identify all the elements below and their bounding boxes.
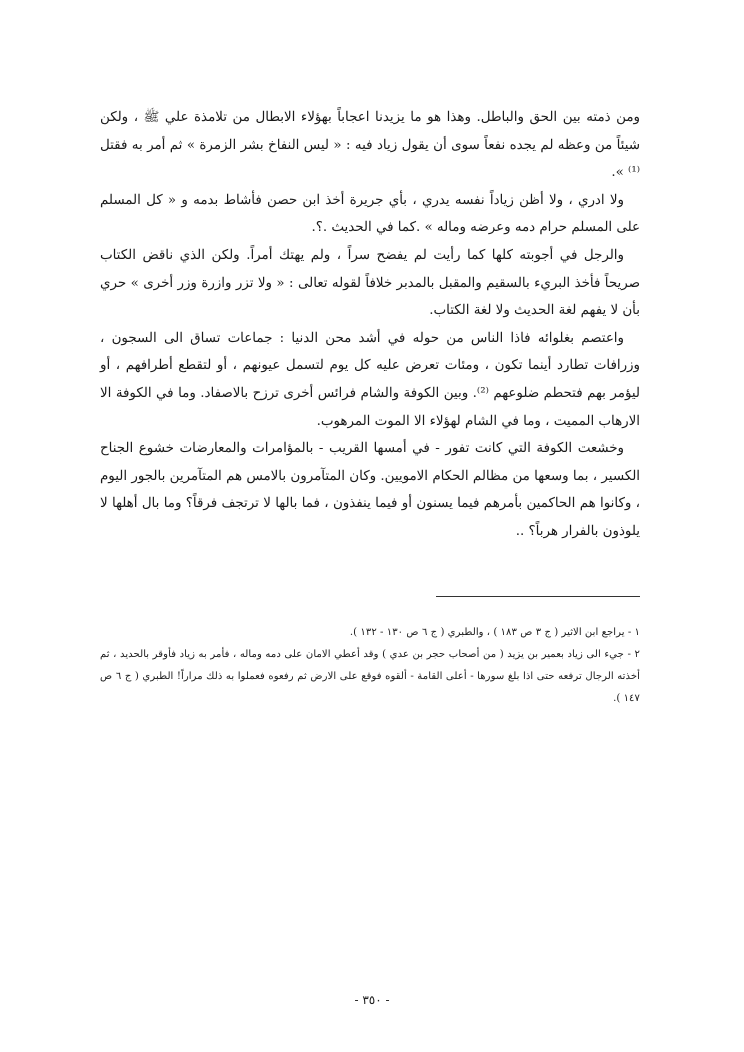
footnotes bbox=[100, 622, 640, 710]
paragraph-4: واعتصم بغلوائه فاذا الناس من حوله في أشد محن الدنيا : جماعات تساق الى السجون ، وزرافات تطارد أينما تكون ، ومئات تعرض عليه كل يوم لتسمل عيونهم ، أو لتقطع أطرافهم ، أو ليؤمر بهم فتحطم ضلوعهم ⁽²⁾. وبين الكوفة والشام فرائس أخرى ترزح بالاصفاد. وما في الكوفة الا الارهاب المميت ، وما في الشام لهؤلاء الا الموت المرهوب. bbox=[100, 330, 640, 429]
footnote-divider bbox=[436, 596, 640, 597]
paragraph-5: وخشعت الكوفة التي كانت تفور - في أمسها القريب - بالمؤامرات والمعارضات خشوع الجناح الكسير ، بما وسعها من مظالم الحكام الامويين. وكان المتآمرون بالامس هم المتآمرين بالجور اليوم ، وكانوا هم الحاكمين بأمرهم فيما يسنون أو فيما ينفذون ، فما بالها لا ترتجف فرقاً؟ وما بال أهلها لا يلوذون بالفرار هرباً؟ .. bbox=[100, 441, 640, 539]
footnote-1: ١ - يراجع ابن الاثير ( ج ٣ ص ١٨٣ ) ، والطبري ( ج ٦ ص ١٣٠ - ١٣٢ ). bbox=[349, 627, 640, 638]
page-number: - ٣٥٠ - bbox=[354, 993, 390, 1007]
footnote-2: ٢ - جيء الى زياد بعمير بن يزيد ( من أصحاب حجر بن عدي ) وقد أعطي الامان على دمه وماله ، فأمر به زياد فأوقر بالحديد ، ثم أخذته الرجال ترفعه حتى اذا بلغ سورها - أعلى القامة - ألقوه فوقع على الارض ثم رفعوه فعملوا به ذلك مراراً! الطبري ( ج ٦ ص ١٤٧ ). bbox=[100, 649, 640, 704]
paragraph-2: ولا ادري ، ولا أظن زياداً نفسه يدري ، بأي جريرة أخذ ابن حصن فأشاط بدمه و « كل المسلم على المسلم حرام دمه وعرضه وماله » .كما في الحديث .؟. bbox=[100, 192, 640, 236]
paragraph-1 bbox=[100, 104, 640, 187]
honorific-symbol: ﷺ bbox=[143, 110, 160, 125]
paragraph-1-tail: ، ولكن شيئاً من وعظه لم يجده نفعاً سوى أن يقول زياد فيه : « ليس النفاخ بشر الزمرة » ثم أمر به فقتل ⁽¹⁾ ». bbox=[100, 110, 640, 181]
main-text bbox=[100, 104, 640, 546]
paragraph-1-lead: ومن ذمته بين الحق والباطل. وهذا هو ما يزيدنا اعجاباً بهؤلاء الابطال من تلامذة علي bbox=[159, 110, 640, 125]
paragraph-3: والرجل في أجوبته كلها كما رأيت لم يفضح سراً ، ولم يهتك أمراً. ولكن الذي ناقض الكتاب صريحاً فأخذ البريء بالسقيم والمقبل بالمدبر خلافاً لقوله تعالى : « ولا تزر وازرة وزر أخرى » حري بأن لا يفهم لغة الحديث ولا لغة الكتاب. bbox=[100, 247, 640, 319]
